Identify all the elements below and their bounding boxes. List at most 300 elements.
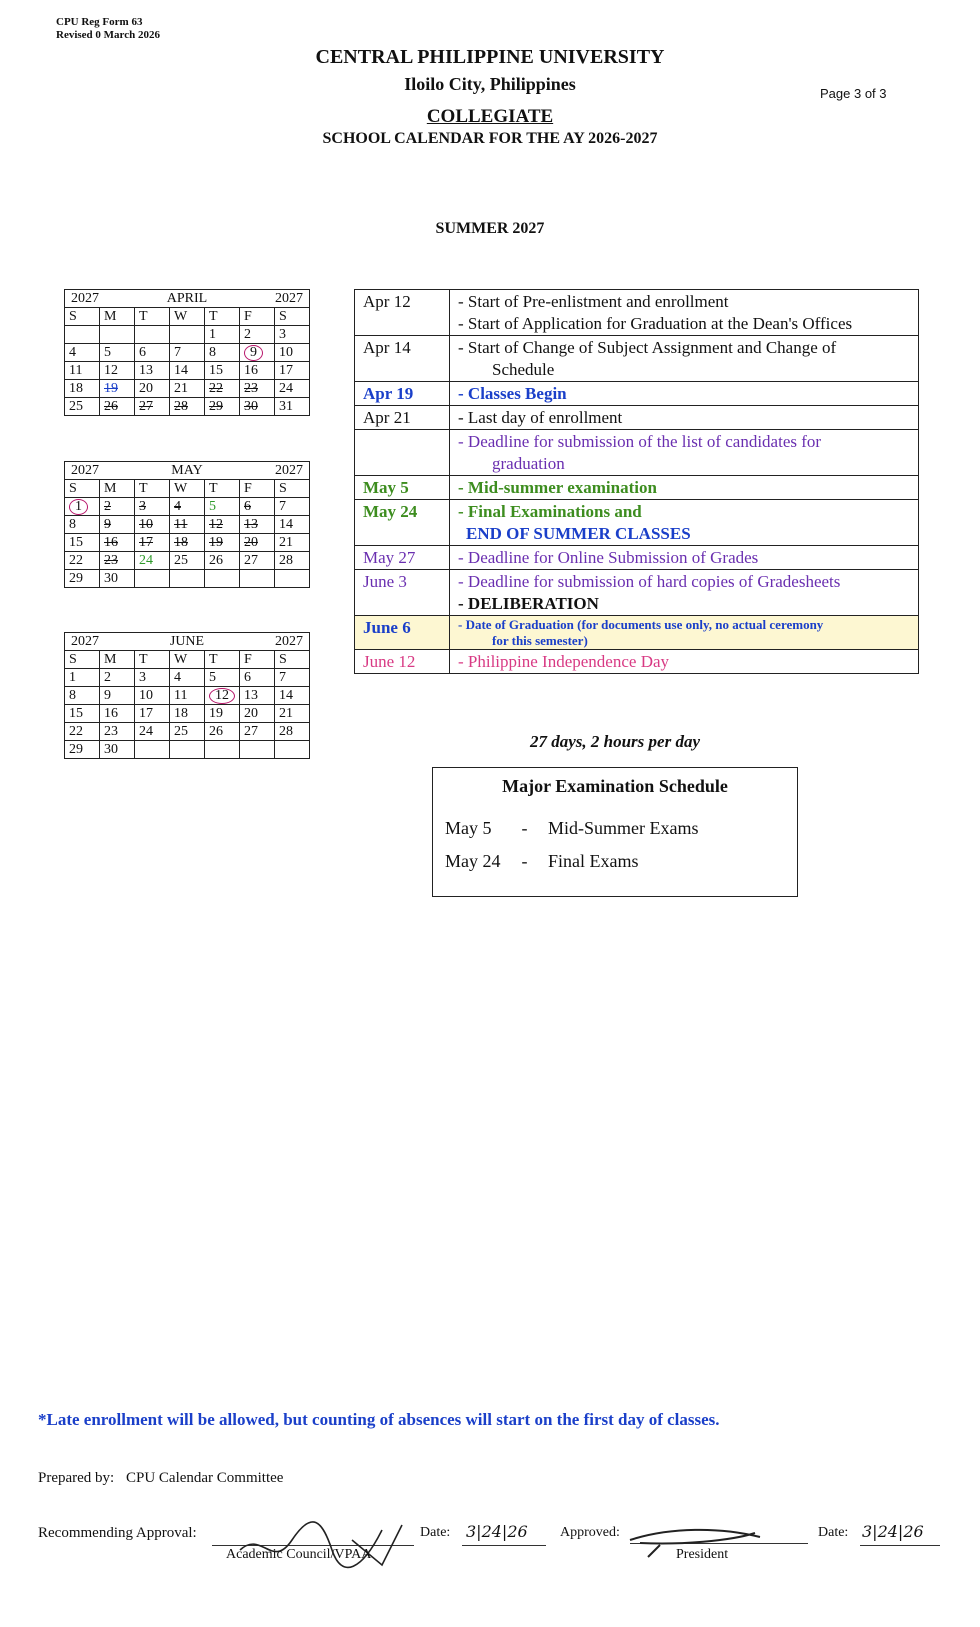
calendar-day: [205, 669, 240, 687]
calendar-day-number: 27: [139, 399, 153, 414]
approved-label: Approved:: [560, 1525, 620, 1540]
calendar-week: [65, 380, 310, 398]
calendar-day-number: 8: [209, 345, 216, 360]
major-exam-row: [445, 818, 699, 839]
event-description: [450, 382, 919, 406]
calendar-day: [135, 687, 170, 705]
calendar-year: 2027: [274, 634, 303, 649]
calendar-day: [100, 705, 135, 723]
calendar-day-number: 17: [279, 363, 293, 378]
calendar-day-number: 20: [244, 535, 258, 550]
major-exam-box: [432, 767, 798, 897]
calendar-day: [135, 570, 170, 588]
calendar-day: [65, 344, 100, 362]
weekday-header: F: [240, 308, 275, 326]
calendar-day-number: 3: [139, 670, 146, 685]
calendar-day: [240, 687, 275, 705]
calendar-day: [205, 687, 240, 705]
calendar-day-number: 25: [174, 553, 188, 568]
calendar-day-number: 18: [174, 706, 188, 721]
university-name: CENTRAL PHILIPPINE UNIVERSITY: [315, 46, 665, 68]
calendar-year: 2027: [71, 463, 99, 478]
calendar-day: [100, 516, 135, 534]
calendar-day: [65, 669, 100, 687]
calendar-day-number: 10: [279, 345, 293, 360]
event-date: June 6: [355, 616, 450, 650]
calendar-day: [135, 516, 170, 534]
event-text: - Mid-summer examination: [458, 478, 657, 497]
calendar-day: [65, 552, 100, 570]
calendar-day: [275, 723, 310, 741]
calendar-day: [170, 516, 205, 534]
event-row: [355, 650, 919, 674]
calendar-day-number: 21: [279, 706, 293, 721]
calendar-day-number: 14: [279, 688, 293, 703]
calendar-day-number: 8: [69, 688, 76, 703]
calendar-day-number: 26: [209, 724, 223, 739]
calendar-day: [65, 723, 100, 741]
university-city: Iloilo City, Philippines: [404, 74, 576, 94]
calendar-year: 2027: [71, 634, 99, 649]
event-row: [355, 500, 919, 546]
weekday-header: T: [205, 480, 240, 498]
calendar-day: [205, 723, 240, 741]
calendar-day: [275, 552, 310, 570]
weekday-header: T: [205, 651, 240, 669]
calendar-day: [100, 687, 135, 705]
date-label-1: Date:: [420, 1525, 451, 1540]
calendar-day-number: 3: [279, 327, 286, 342]
event-description: [450, 616, 919, 650]
prepared-name: CPU Calendar Committee: [125, 1470, 284, 1486]
prepared-by: [38, 1470, 283, 1487]
event-text: - Deadline for Online Submission of Grades: [458, 548, 759, 567]
calendar-day-number: 12: [209, 517, 223, 532]
calendar-day: [205, 741, 240, 759]
calendar-day-number: 23: [244, 381, 258, 396]
calendar-day-number: 11: [174, 517, 188, 532]
calendar-day-number: 13: [244, 688, 258, 703]
calendar-day-number: 7: [174, 345, 181, 360]
calendar-day: [205, 380, 240, 398]
event-description: [450, 430, 919, 476]
calendar-day: [240, 741, 275, 759]
calendar-day: [275, 516, 310, 534]
event-text: Schedule: [492, 360, 555, 379]
term-title: SUMMER 2027: [435, 220, 545, 237]
weekday-header: S: [275, 308, 310, 326]
calendar-day-number: 2: [104, 499, 111, 514]
calendar-day: [240, 326, 275, 344]
event-date: Apr 21: [355, 406, 450, 430]
recommending-label: Recommending Approval:: [38, 1525, 197, 1541]
calendar-day-number: 11: [69, 363, 83, 378]
calendar-day-number: 1: [69, 499, 88, 515]
calendar-day: [135, 534, 170, 552]
major-exam-row: [445, 851, 639, 872]
calendar-title: SCHOOL CALENDAR FOR THE AY 2026-2027: [322, 130, 658, 147]
calendar-day-number: 3: [139, 499, 146, 514]
event-date: May 5: [355, 476, 450, 500]
calendar-day: [135, 326, 170, 344]
event-text: END OF SUMMER CLASSES: [466, 524, 691, 543]
calendar-day: [65, 570, 100, 588]
calendar-day-number: 4: [174, 670, 181, 685]
calendar-week: [65, 344, 310, 362]
calendar-day: [275, 344, 310, 362]
calendar-week: [65, 498, 310, 516]
calendar-day: [240, 380, 275, 398]
calendar-day: [100, 570, 135, 588]
calendar-week: [65, 516, 310, 534]
weekday-header: F: [240, 480, 275, 498]
calendar-day: [65, 687, 100, 705]
event-text: - Start of Application for Graduation at the Dean's Offices: [458, 314, 853, 333]
event-description: [450, 406, 919, 430]
calendar-day-number: 13: [139, 363, 153, 378]
calendar-day-number: 24: [139, 724, 153, 739]
event-text: - Deadline for submission of the list of candidates for: [458, 432, 822, 451]
calendar-day: [170, 362, 205, 380]
calendar-day: [135, 741, 170, 759]
calendar-week: [65, 398, 310, 416]
event-text: - Date of Graduation (for documents use only, no actual ceremony: [458, 617, 824, 632]
calendar-day-number: 9: [244, 345, 263, 361]
calendar-day-number: 29: [69, 571, 83, 586]
calendar-week: [65, 570, 310, 588]
form-id: [56, 16, 160, 42]
weekday-header: S: [275, 480, 310, 498]
calendar-day-number: 19: [209, 535, 223, 550]
event-row: [355, 476, 919, 500]
event-date: June 3: [355, 570, 450, 616]
calendar-day: [100, 669, 135, 687]
calendar-day: [100, 498, 135, 516]
event-description: [450, 546, 919, 570]
calendar-day-number: 16: [104, 706, 118, 721]
calendar-day-number: 15: [209, 363, 223, 378]
calendar-day-number: 18: [69, 381, 83, 396]
calendar-day: [275, 362, 310, 380]
calendar-day: [170, 380, 205, 398]
calendar-day-number: 17: [139, 706, 153, 721]
calendar-day-number: 22: [69, 553, 83, 568]
calendar-day: [135, 362, 170, 380]
weekday-header: S: [65, 308, 100, 326]
calendar-day-number: 7: [279, 499, 286, 514]
event-row: [355, 430, 919, 476]
calendar-day: [240, 552, 275, 570]
calendar-day-number: 2: [244, 327, 251, 342]
event-date: Apr 14: [355, 336, 450, 382]
form-revision: Revised 0 March 2026: [56, 29, 160, 41]
date-label-2: Date:: [818, 1525, 849, 1540]
calendar-day: [170, 705, 205, 723]
calendar-week: [65, 723, 310, 741]
calendar-day: [170, 344, 205, 362]
calendar-day: [65, 498, 100, 516]
calendar-day: [205, 552, 240, 570]
calendar-day: [100, 534, 135, 552]
calendar-day: [275, 570, 310, 588]
weekday-header: T: [135, 480, 170, 498]
calendar-day: [100, 741, 135, 759]
calendar-day: [275, 398, 310, 416]
calendar-day-number: 8: [69, 517, 76, 532]
weekday-header: W: [170, 651, 205, 669]
calendar-day: [65, 362, 100, 380]
calendar-day-number: 10: [139, 517, 153, 532]
calendar-day-number: 21: [174, 381, 188, 396]
calendar-day-number: 14: [174, 363, 188, 378]
calendar-day-number: 15: [69, 706, 83, 721]
event-text: - Last day of enrollment: [458, 408, 623, 427]
calendar-month: APRIL: [166, 291, 208, 306]
calendar-day: [275, 380, 310, 398]
calendar-day: [205, 398, 240, 416]
calendar-day-number: 24: [279, 381, 293, 396]
prepared-label: Prepared by:: [38, 1470, 115, 1486]
page-number: Page 3 of 3: [820, 86, 887, 101]
calendar-day: [205, 570, 240, 588]
calendar-day-number: 10: [139, 688, 153, 703]
calendar-week: [65, 534, 310, 552]
event-text: - Start of Pre-enlistment and enrollment: [458, 292, 729, 311]
exam-date: May 5: [445, 818, 492, 838]
date-line-1: [462, 1545, 546, 1546]
event-date: May 27: [355, 546, 450, 570]
event-row: [355, 406, 919, 430]
weekday-header: T: [205, 308, 240, 326]
calendar-day-number: 1: [69, 670, 76, 685]
calendar-day-number: 30: [104, 742, 118, 757]
calendar-day-number: 17: [139, 535, 153, 550]
calendar-week: [65, 687, 310, 705]
calendar-day-number: 6: [139, 345, 146, 360]
calendar-day: [100, 398, 135, 416]
event-text: - Deadline for submission of hard copies of Gradesheets: [458, 572, 841, 591]
event-text: - Start of Change of Subject Assignment and Change of: [458, 338, 837, 357]
calendar-week: [65, 669, 310, 687]
calendar-day-number: 28: [279, 553, 293, 568]
duration-summary: 27 days, 2 hours per day: [529, 732, 700, 751]
calendar-day-number: 12: [104, 363, 118, 378]
weekday-header: F: [240, 651, 275, 669]
calendar-day: [205, 344, 240, 362]
calendar-day-number: 25: [174, 724, 188, 739]
calendar-day-number: 19: [104, 381, 118, 396]
calendar-day: [100, 344, 135, 362]
calendar-day-number: 30: [244, 399, 258, 414]
calendar-day: [205, 326, 240, 344]
calendar-day-number: 28: [174, 399, 188, 414]
calendar-day: [135, 723, 170, 741]
event-text: - Classes Begin: [458, 384, 567, 403]
calendar-may: [64, 461, 310, 588]
exam-dash: -: [521, 818, 528, 838]
calendar-day-number: 28: [279, 724, 293, 739]
calendar-day-number: 25: [69, 399, 83, 414]
calendar-day: [240, 516, 275, 534]
calendar-day: [65, 326, 100, 344]
exam-dash: -: [521, 851, 528, 871]
weekday-header: M: [100, 651, 135, 669]
event-row: [355, 382, 919, 406]
calendar-day: [205, 498, 240, 516]
calendar-day: [275, 534, 310, 552]
event-description: [450, 650, 919, 674]
calendar-day-number: 6: [244, 670, 251, 685]
calendar-day-number: 13: [244, 517, 258, 532]
calendar-day-number: 20: [139, 381, 153, 396]
late-enrollment-note: *Late enrollment will be allowed, but counting of absences will start on the first day of classes.: [38, 1410, 720, 1429]
calendar-day: [275, 498, 310, 516]
calendar-day-number: 27: [244, 724, 258, 739]
calendar-day-number: 2: [104, 670, 111, 685]
calendar-day: [240, 534, 275, 552]
weekday-header: S: [275, 651, 310, 669]
calendar-day: [240, 362, 275, 380]
calendar-day-number: 22: [69, 724, 83, 739]
form-number: CPU Reg Form 63: [56, 16, 143, 28]
calendar-day: [170, 398, 205, 416]
calendar-day: [65, 380, 100, 398]
calendar-day: [170, 687, 205, 705]
date-line-2: [860, 1545, 940, 1546]
event-date: Apr 12: [355, 290, 450, 336]
event-description: [450, 500, 919, 546]
calendar-month: MAY: [171, 463, 203, 478]
calendar-year: 2027: [274, 463, 303, 478]
calendar-june: [64, 632, 310, 759]
calendar-day: [65, 534, 100, 552]
event-text: graduation: [492, 454, 565, 473]
date-value-1: 3|24|26: [466, 1522, 528, 1541]
calendar-day: [100, 552, 135, 570]
event-date: Apr 19: [355, 382, 450, 406]
calendar-day: [275, 741, 310, 759]
calendar-day-number: 4: [69, 345, 76, 360]
calendar-day: [240, 498, 275, 516]
event-text: for this semester): [492, 633, 588, 648]
calendar-day-number: 4: [174, 499, 181, 514]
date-value-2: 3|24|26: [862, 1522, 924, 1541]
calendar-april: [64, 289, 310, 416]
calendar-month: JUNE: [169, 634, 205, 649]
events-table: [354, 289, 919, 674]
calendar-day: [135, 398, 170, 416]
calendar-day: [65, 516, 100, 534]
calendar-day: [135, 498, 170, 516]
calendar-year: 2027: [274, 291, 303, 306]
calendar-day: [135, 344, 170, 362]
calendar-day: [135, 552, 170, 570]
calendar-day: [240, 344, 275, 362]
calendar-day-number: 29: [69, 742, 83, 757]
calendar-day: [170, 534, 205, 552]
calendar-day: [170, 723, 205, 741]
weekday-header: M: [100, 308, 135, 326]
calendar-day-number: 27: [244, 553, 258, 568]
calendar-day: [275, 705, 310, 723]
calendar-day-number: 26: [104, 399, 118, 414]
event-row: [355, 570, 919, 616]
calendar-day: [275, 687, 310, 705]
calendar-day: [170, 498, 205, 516]
calendar-week: [65, 705, 310, 723]
calendar-day: [205, 705, 240, 723]
calendar-day: [135, 669, 170, 687]
calendar-day: [170, 741, 205, 759]
calendar-day: [240, 669, 275, 687]
recommending-title: Academic Council/VPAA: [226, 1547, 372, 1562]
weekday-header: W: [170, 308, 205, 326]
calendar-day-number: 29: [209, 399, 223, 414]
event-text: - Philippine Independence Day: [458, 652, 670, 671]
calendar-day: [240, 705, 275, 723]
calendar-day: [170, 552, 205, 570]
weekday-header: T: [135, 651, 170, 669]
event-date: June 12: [355, 650, 450, 674]
event-description: [450, 570, 919, 616]
event-row: [355, 616, 919, 650]
event-description: [450, 290, 919, 336]
calendar-day-number: 30: [104, 571, 118, 586]
weekday-header: T: [135, 308, 170, 326]
calendar-day-number: 24: [139, 553, 153, 568]
event-row: [355, 546, 919, 570]
calendar-day-number: 18: [174, 535, 188, 550]
calendar-day-number: 5: [209, 499, 216, 514]
calendar-day-number: 16: [244, 363, 258, 378]
weekday-header: S: [65, 651, 100, 669]
exam-name: Mid-Summer Exams: [548, 818, 699, 838]
event-date: [355, 430, 450, 476]
calendar-day: [100, 362, 135, 380]
calendar-day-number: 21: [279, 535, 293, 550]
calendar-day: [205, 516, 240, 534]
calendar-week: [65, 362, 310, 380]
calendar-day-number: 11: [174, 688, 188, 703]
calendar-day-number: 15: [69, 535, 83, 550]
calendar-day-number: 6: [244, 499, 251, 514]
event-row: [355, 336, 919, 382]
calendar-day-number: 22: [209, 381, 223, 396]
weekday-header: S: [65, 480, 100, 498]
calendar-day: [205, 534, 240, 552]
calendar-day-number: 31: [279, 399, 293, 414]
calendar-day: [100, 326, 135, 344]
calendar-day-number: 5: [209, 670, 216, 685]
calendar-day: [65, 741, 100, 759]
calendar-day-number: 1: [209, 327, 216, 342]
calendar-day: [170, 570, 205, 588]
level-title: COLLEGIATE: [426, 106, 554, 127]
calendar-day: [170, 669, 205, 687]
calendar-week: [65, 552, 310, 570]
calendar-week: [65, 741, 310, 759]
calendar-day: [170, 326, 205, 344]
calendar-day: [65, 398, 100, 416]
event-row: [355, 290, 919, 336]
calendar-day-number: 12: [209, 688, 235, 704]
calendar-day-number: 9: [104, 517, 111, 532]
calendar-day-number: 19: [209, 706, 223, 721]
calendar-day-number: 14: [279, 517, 293, 532]
calendar-day: [240, 398, 275, 416]
calendar-day-number: 23: [104, 553, 118, 568]
weekday-header: M: [100, 480, 135, 498]
